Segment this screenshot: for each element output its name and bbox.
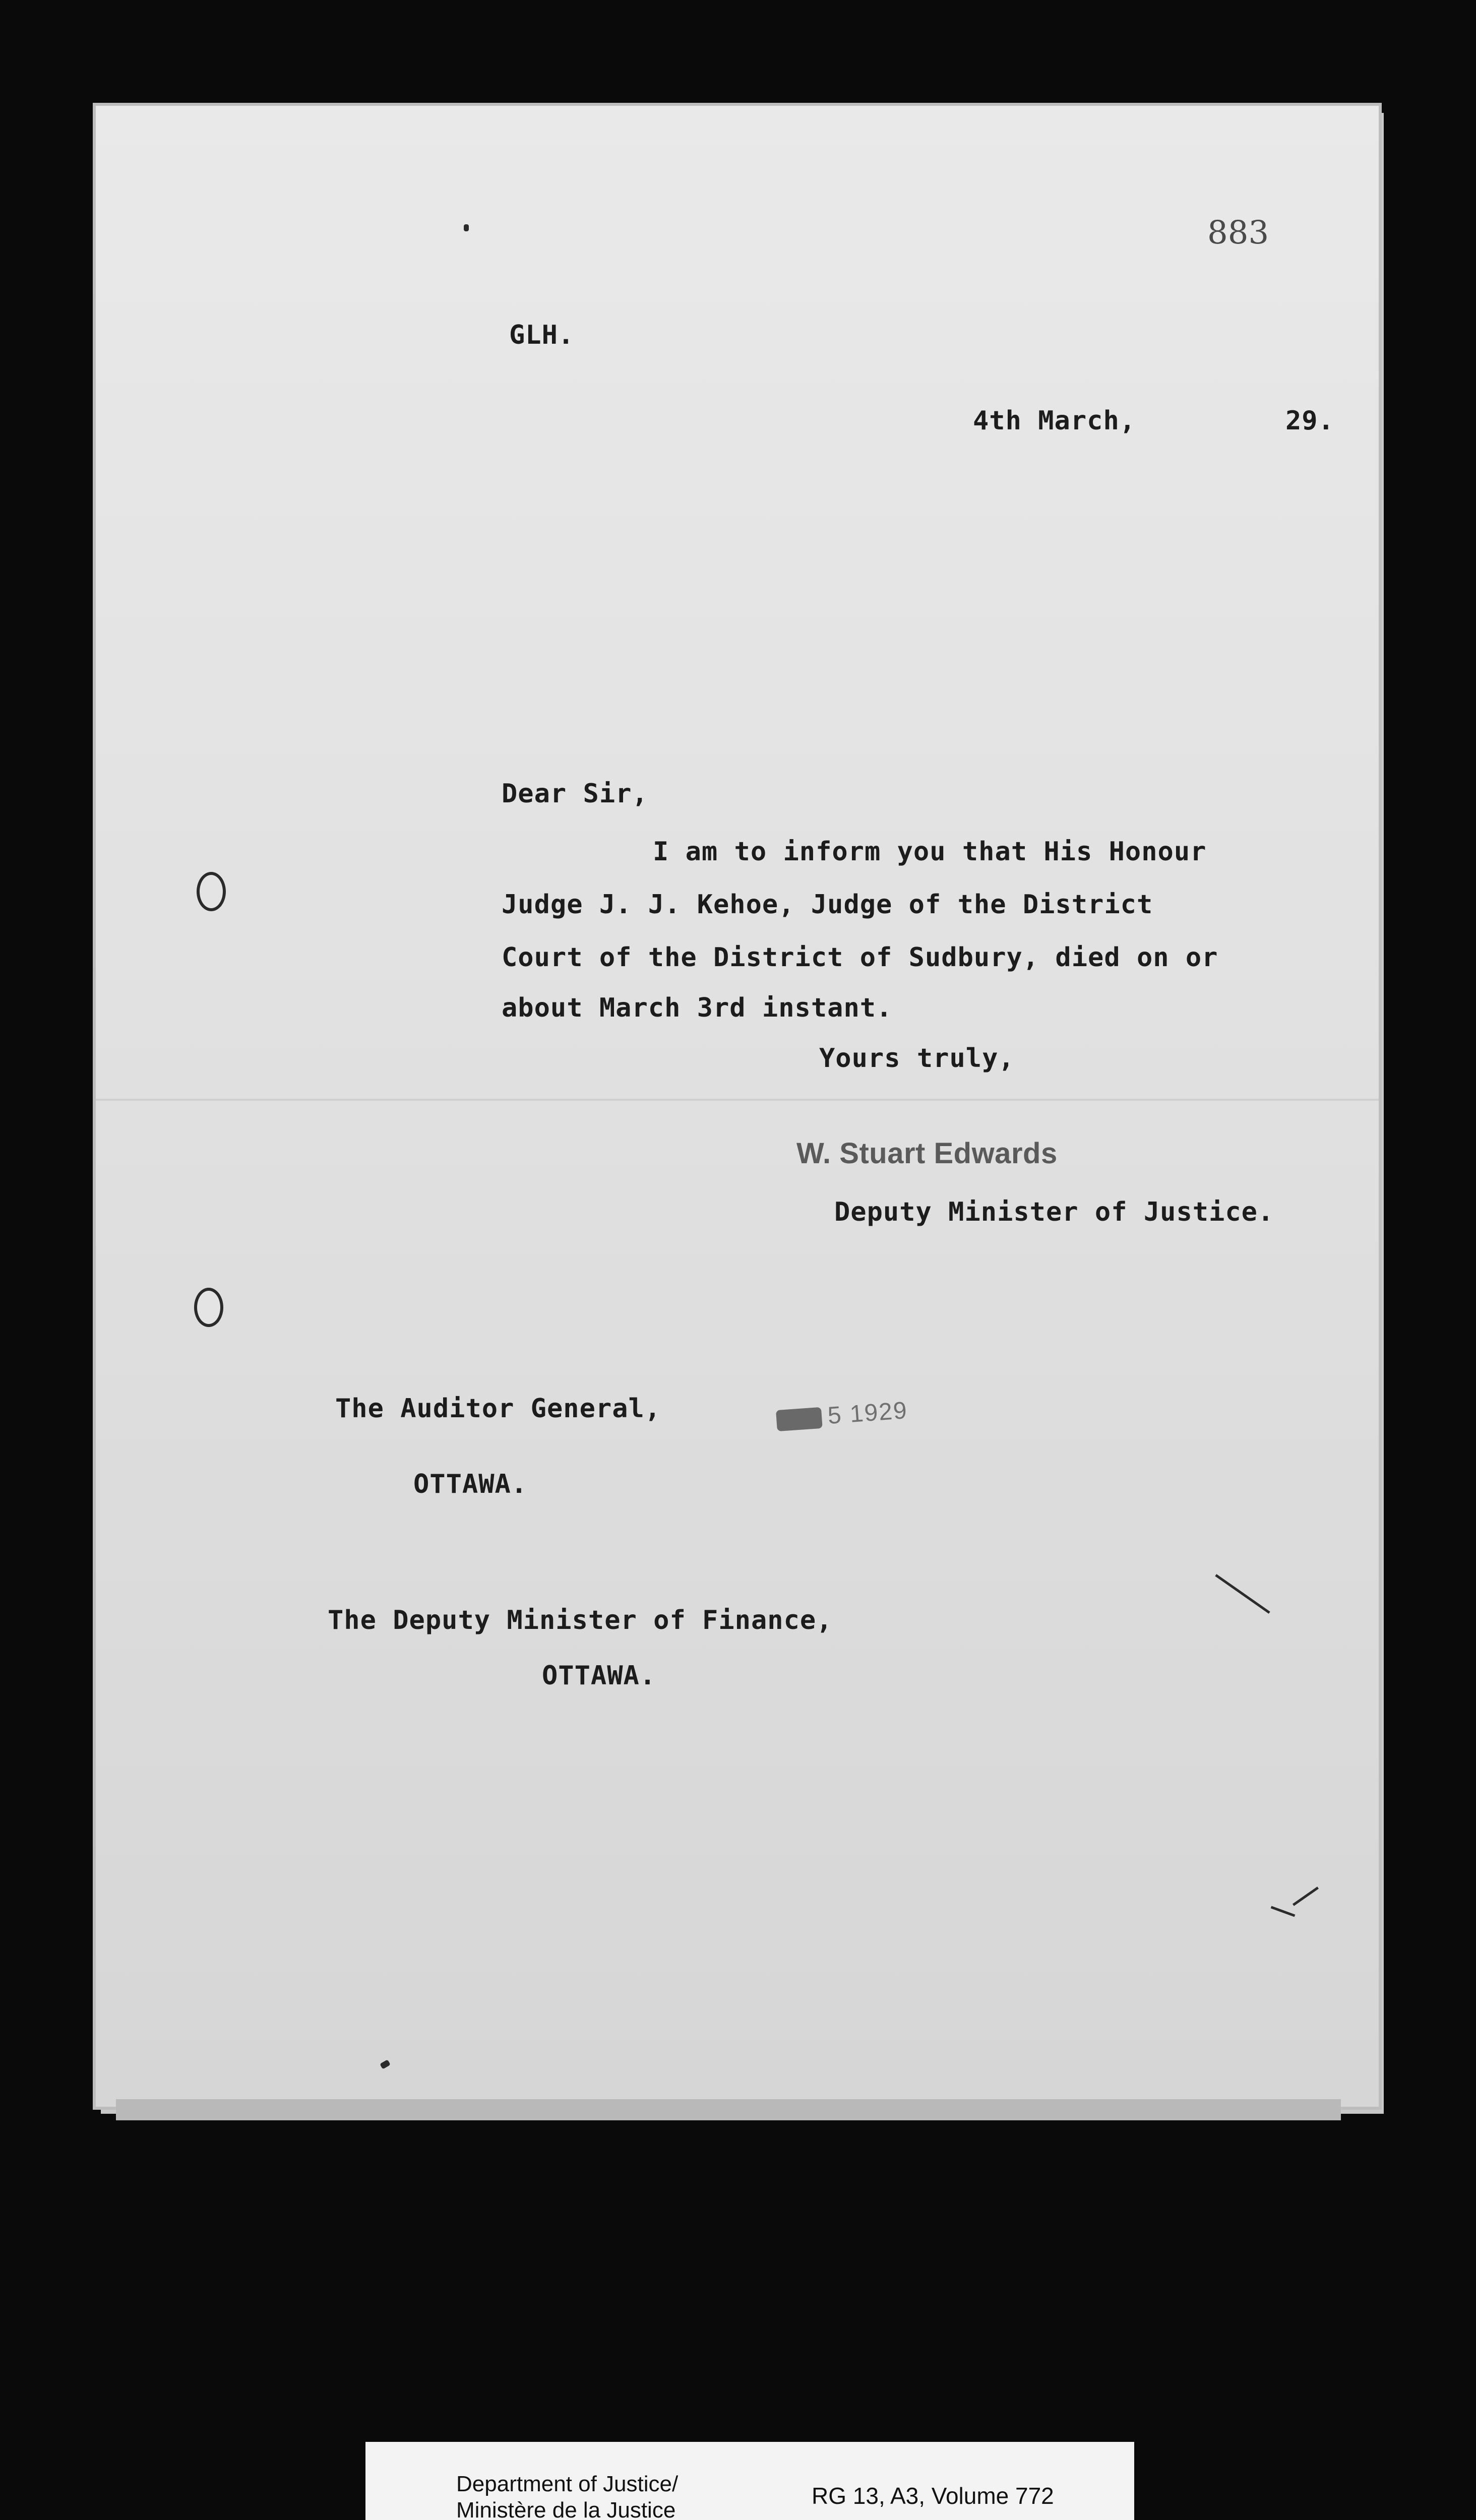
body-line-1: I am to inform you that His Honour [653, 837, 1207, 867]
body-line-3: Court of the District of Sudbury, died on or [502, 942, 1218, 973]
ink-speck [464, 224, 469, 231]
archive-reference: RG 13, A3, Volume 772 [812, 2483, 1054, 2509]
stamp-date: 5 1929 [827, 1397, 909, 1429]
recipient-1-city: OTTAWA. [413, 1469, 528, 1499]
signature: W. Stuart Edwards [796, 1137, 1058, 1170]
recipient-2-name: The Deputy Minister of Finance, [328, 1605, 833, 1635]
file-initials: GLH. [509, 320, 575, 350]
salutation: Dear Sir, [502, 779, 648, 809]
letter-date: 4th March, [973, 406, 1136, 436]
paper-edge [116, 2099, 1341, 2120]
department-line-1: Department of Justice/ [456, 2472, 679, 2496]
fold-line [96, 1099, 1379, 1101]
page-number: 883 [1207, 214, 1269, 251]
closing: Yours truly, [819, 1043, 1015, 1074]
punch-hole-top [197, 872, 226, 911]
archive-reference-label [365, 2442, 1134, 2520]
stamp-smudge [776, 1407, 823, 1431]
letter-page [96, 106, 1379, 2107]
letter-year: 29. [1285, 406, 1334, 436]
department-line-2: Ministère de la Justice [456, 2498, 676, 2520]
body-line-2: Judge J. J. Kehoe, Judge of the District [502, 890, 1153, 920]
recipient-1-name: The Auditor General, [335, 1394, 661, 1424]
body-line-4: about March 3rd instant. [502, 993, 893, 1023]
punch-hole-bottom [194, 1288, 223, 1327]
signer-title: Deputy Minister of Justice. [834, 1197, 1274, 1227]
recipient-2-city: OTTAWA. [542, 1661, 656, 1691]
department-name [456, 2471, 678, 2520]
